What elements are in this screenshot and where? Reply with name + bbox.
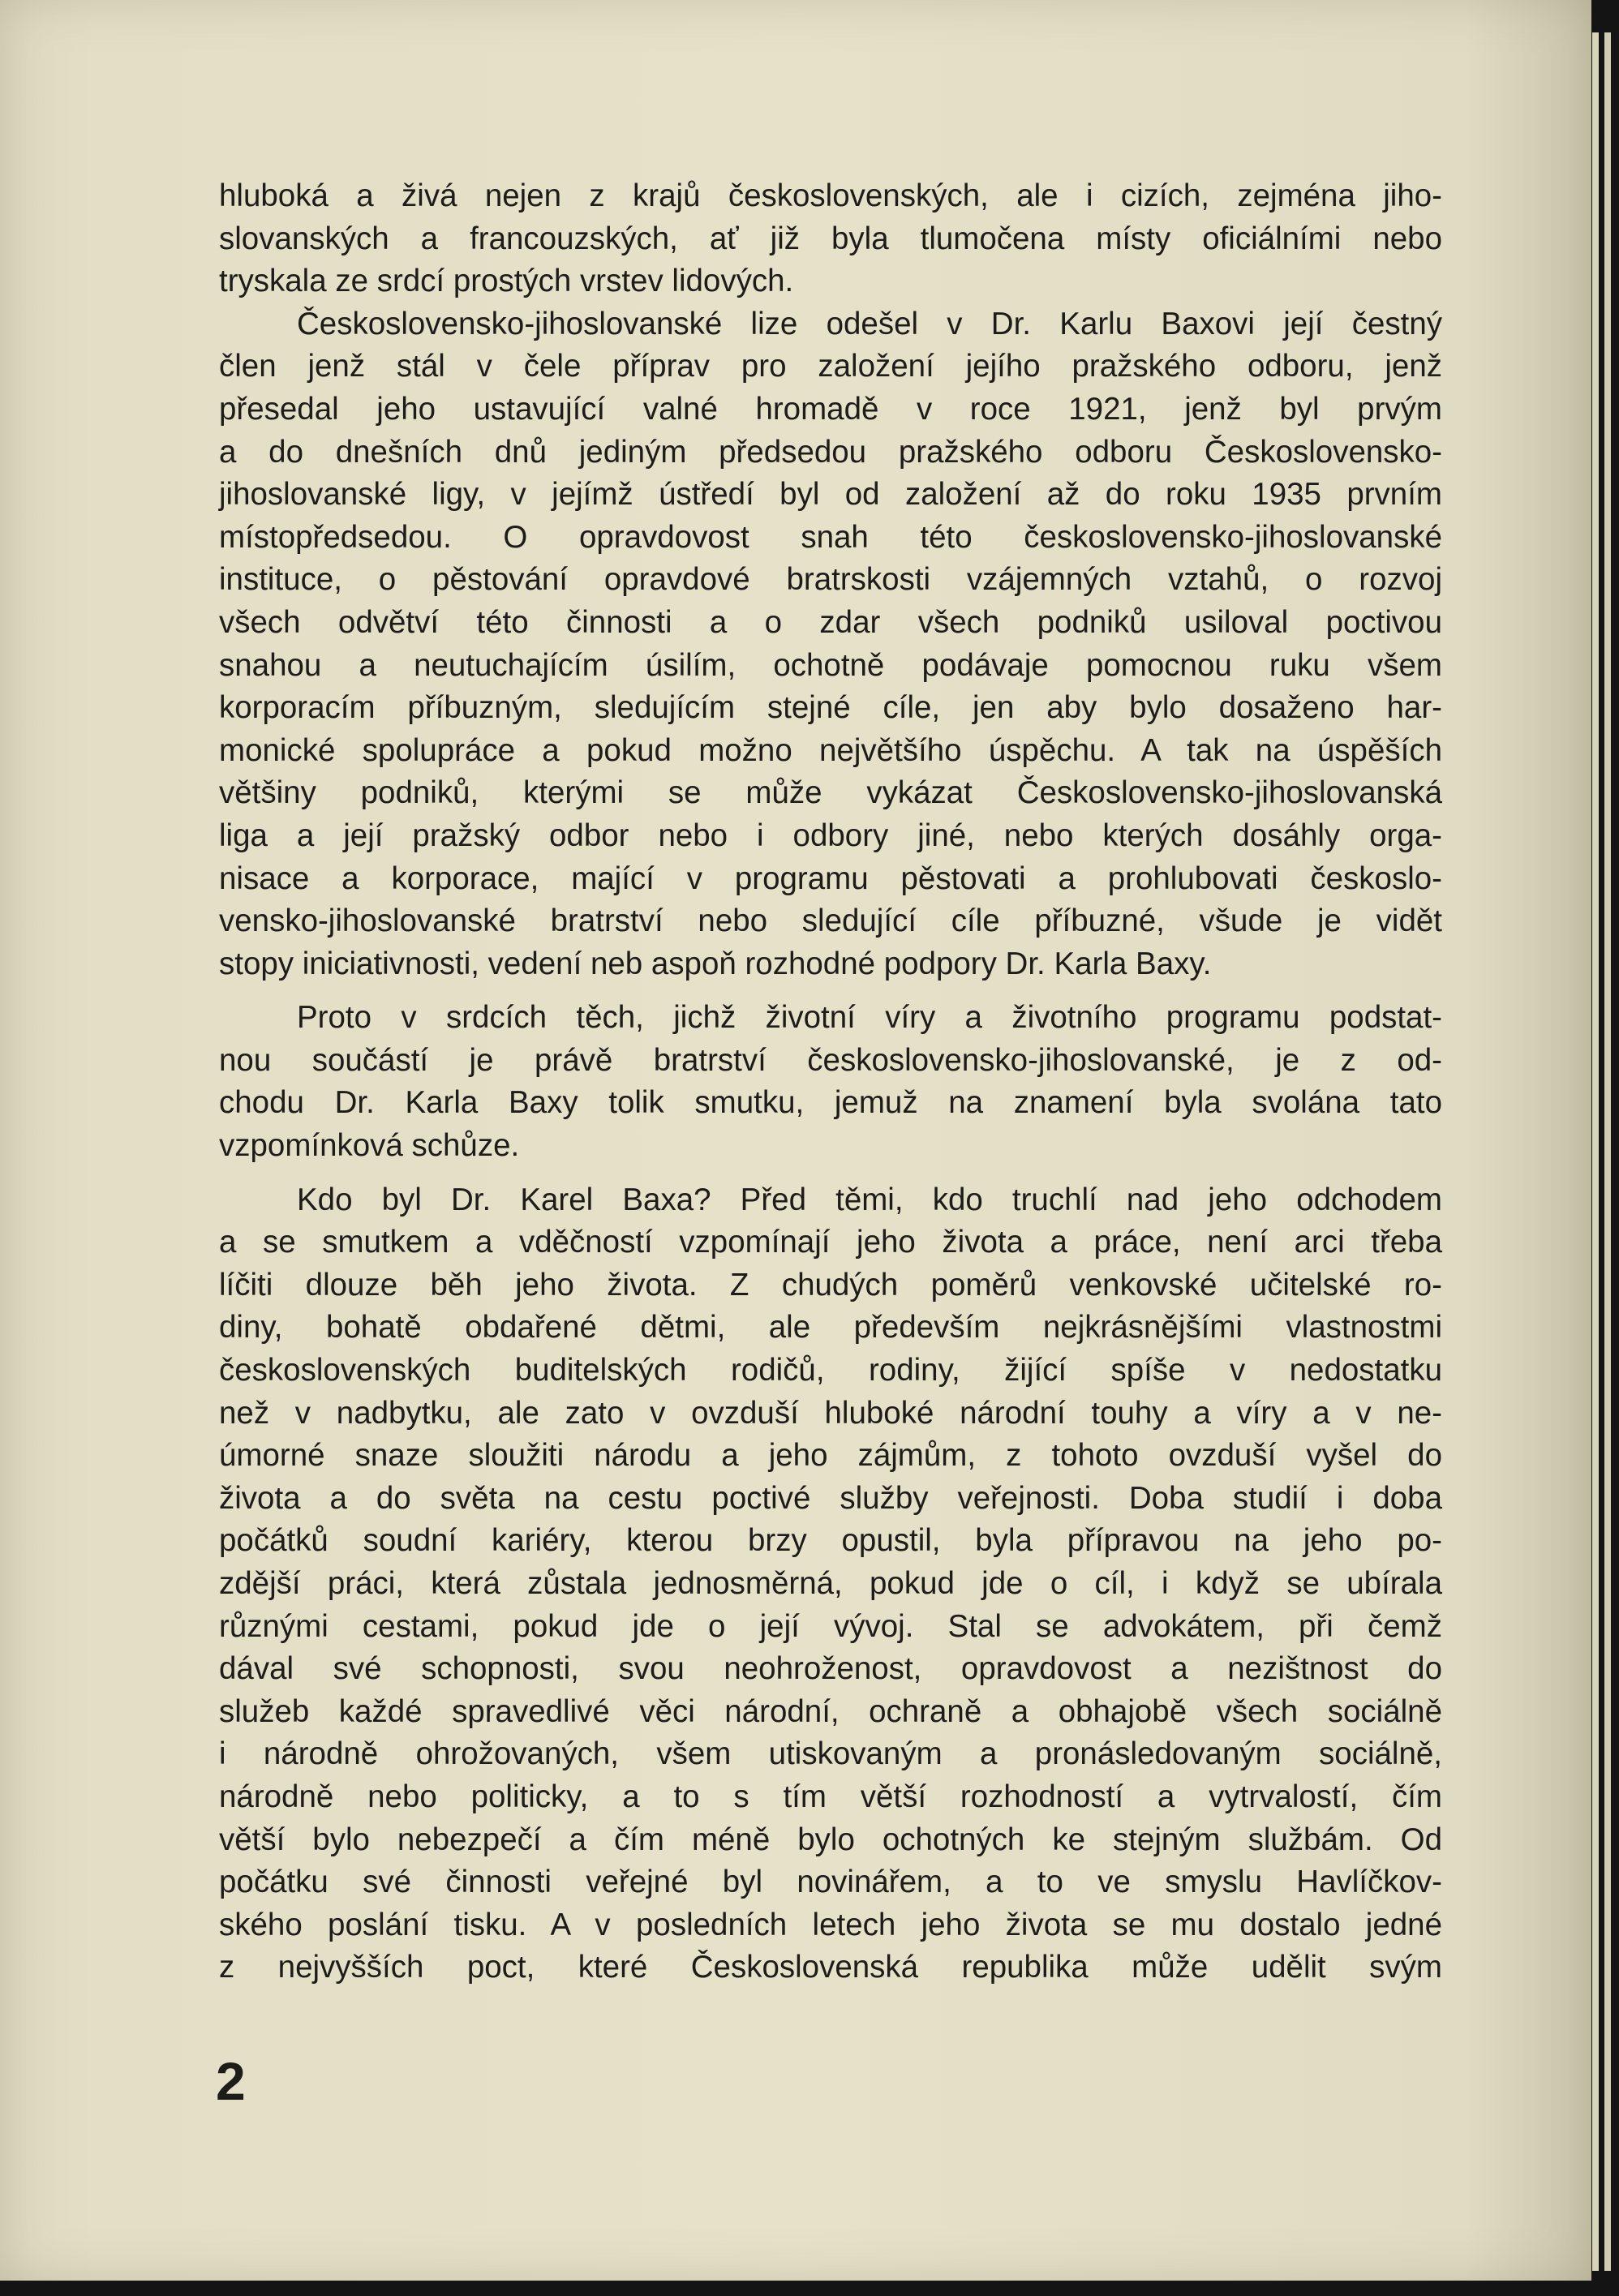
text-line: nisace a korporace, mající v programu pěstovati a prohlubovati českoslo- [219, 860, 1442, 896]
text-line: národně nebo politicky, a to s tím větší rozhodností a vytrvalostí, čím [219, 1779, 1442, 1814]
page-edge [1604, 32, 1611, 2271]
text-line: počátku své činnosti veřejné byl novinářem, a to ve smyslu Havlíčkov- [219, 1865, 1442, 1900]
text-line: než v nadbytku, ale zato v ovzduší hluboké národní touhy a víry a v ne- [219, 1395, 1442, 1431]
text-line: všech odvětví této činnosti a o zdar všech podniků usiloval poctivou [219, 604, 1442, 640]
text-line: hluboká a živá nejen z krajů československých, ale i cizích, zejména jiho- [219, 178, 1442, 213]
text-line: různými cestami, pokud jde o její vývoj. Stal se advokátem, při čemž [219, 1608, 1442, 1644]
page-edge [1592, 32, 1599, 2271]
text-line: i národně ohrožovaných, všem utiskovaným a pronásledovaným sociálně, [219, 1736, 1442, 1772]
text-line: služeb každé spravedlivé věci národní, ochraně a obhajobě všech sociálně [219, 1693, 1442, 1729]
text-line: stopy iniciativnosti, vedení neb aspoň rozhodné podpory Dr. Karla Baxy. [219, 946, 1212, 981]
text-line: zdější práci, která zůstala jednosměrná, pokud jde o cíl, i když se ubírala [219, 1566, 1442, 1601]
text-line: a do dnešních dnů jediným předsedou pražského odboru Československo- [219, 434, 1442, 470]
text-line: Kdo byl Dr. Karel Baxa? Před těmi, kdo truchlí nad jeho odchodem [297, 1182, 1442, 1217]
text-line: diny, bohatě obdařené dětmi, ale především nejkrásnějšími vlastnostmi [219, 1310, 1442, 1345]
text-line: jihoslovanské ligy, v jejímž ústředí byl od založení až do roku 1935 prvním [219, 477, 1442, 513]
text-line: vensko-jihoslovanské bratrství nebo sledující cíle příbuzné, všude je vidět [219, 903, 1442, 939]
text-line: monické spolupráce a pokud možno největšího úspěchu. A tak na úspěších [219, 732, 1442, 768]
text-line: vzpomínková schůze. [219, 1128, 520, 1164]
text-line: chodu Dr. Karla Baxy tolik smutku, jemuž na znamení byla svolána tato [219, 1085, 1442, 1121]
text-line: většiny podniků, kterými se může vykázat Československo-jihoslovanská [219, 775, 1442, 811]
text-line: instituce, o pěstování opravdové bratrskosti vzájemných vztahů, o rozvoj [219, 562, 1442, 598]
text-line: československých buditelských rodičů, rodiny, žijící spíše v nedostatku [219, 1353, 1442, 1388]
text-line: počátků soudní kariéry, kterou brzy opustil, byla přípravou na jeho po- [219, 1523, 1442, 1559]
text-line: Československo-jihoslovanské lize odešel v Dr. Karlu Baxovi její čestný [297, 306, 1442, 341]
text-line: života a do světa na cestu poctivé služby veřejnosti. Doba studií i doba [219, 1480, 1442, 1516]
text-line: líčiti dlouze běh jeho života. Z chudých poměrů venkovské učitelské ro- [219, 1267, 1442, 1302]
text-line: přesedal jeho ustavující valné hromadě v roce 1921, jenž byl prvým [219, 391, 1442, 427]
text-line: tryskala ze srdcí prostých vrstev lidových. [219, 264, 794, 299]
text-line: dával své schopnosti, svou neohroženost, opravdovost a nezištnost do [219, 1651, 1442, 1687]
text-line: člen jenž stál v čele příprav pro založení jejího pražského odboru, jenž [219, 349, 1442, 384]
page-number: 2 [216, 2051, 246, 2111]
text-line: místopředsedou. O opravdovost snah této československo-jihoslovanské [219, 519, 1442, 555]
text-line: liga a její pražský odbor nebo i odbory jiné, nebo kterých dosáhly orga- [219, 818, 1442, 853]
text-line: Proto v srdcích těch, jichž životní víry a životního programu podstat- [297, 1000, 1442, 1036]
body-text [219, 175, 1442, 1989]
paragraph-3 [219, 997, 1442, 1167]
text-line: větší bylo nebezpečí a čím méně bylo ochotných ke stejným službám. Od [219, 1822, 1442, 1857]
paragraph-1 [219, 175, 1442, 303]
text-line: nou součástí je právě bratrství československo-jihoslovanské, je z od- [219, 1042, 1442, 1078]
paragraph-4 [219, 1179, 1442, 1989]
paragraph-2 [219, 303, 1442, 986]
text-line: korporacím příbuzným, sledujícím stejné cíle, jen aby bylo dosaženo har- [219, 690, 1442, 726]
text-line: slovanských a francouzských, ať již byla tlumočena místy oficiálními nebo [219, 221, 1442, 256]
text-line: snahou a neutuchajícím úsilím, ochotně podávaje pomocnou ruku všem [219, 647, 1442, 683]
text-line: ského poslání tisku. A v posledních letech jeho života se mu dostalo jedné [219, 1907, 1442, 1942]
text-line: a se smutkem a vděčností vzpomínají jeho života a práce, není arci třeba [219, 1225, 1442, 1260]
text-line: úmorné snaze sloužiti národu a jeho zájmům, z tohoto ovzduší vyšel do [219, 1438, 1442, 1474]
text-line: z nejvyšších poct, které Československá republika může udělit svým [219, 1950, 1442, 1985]
